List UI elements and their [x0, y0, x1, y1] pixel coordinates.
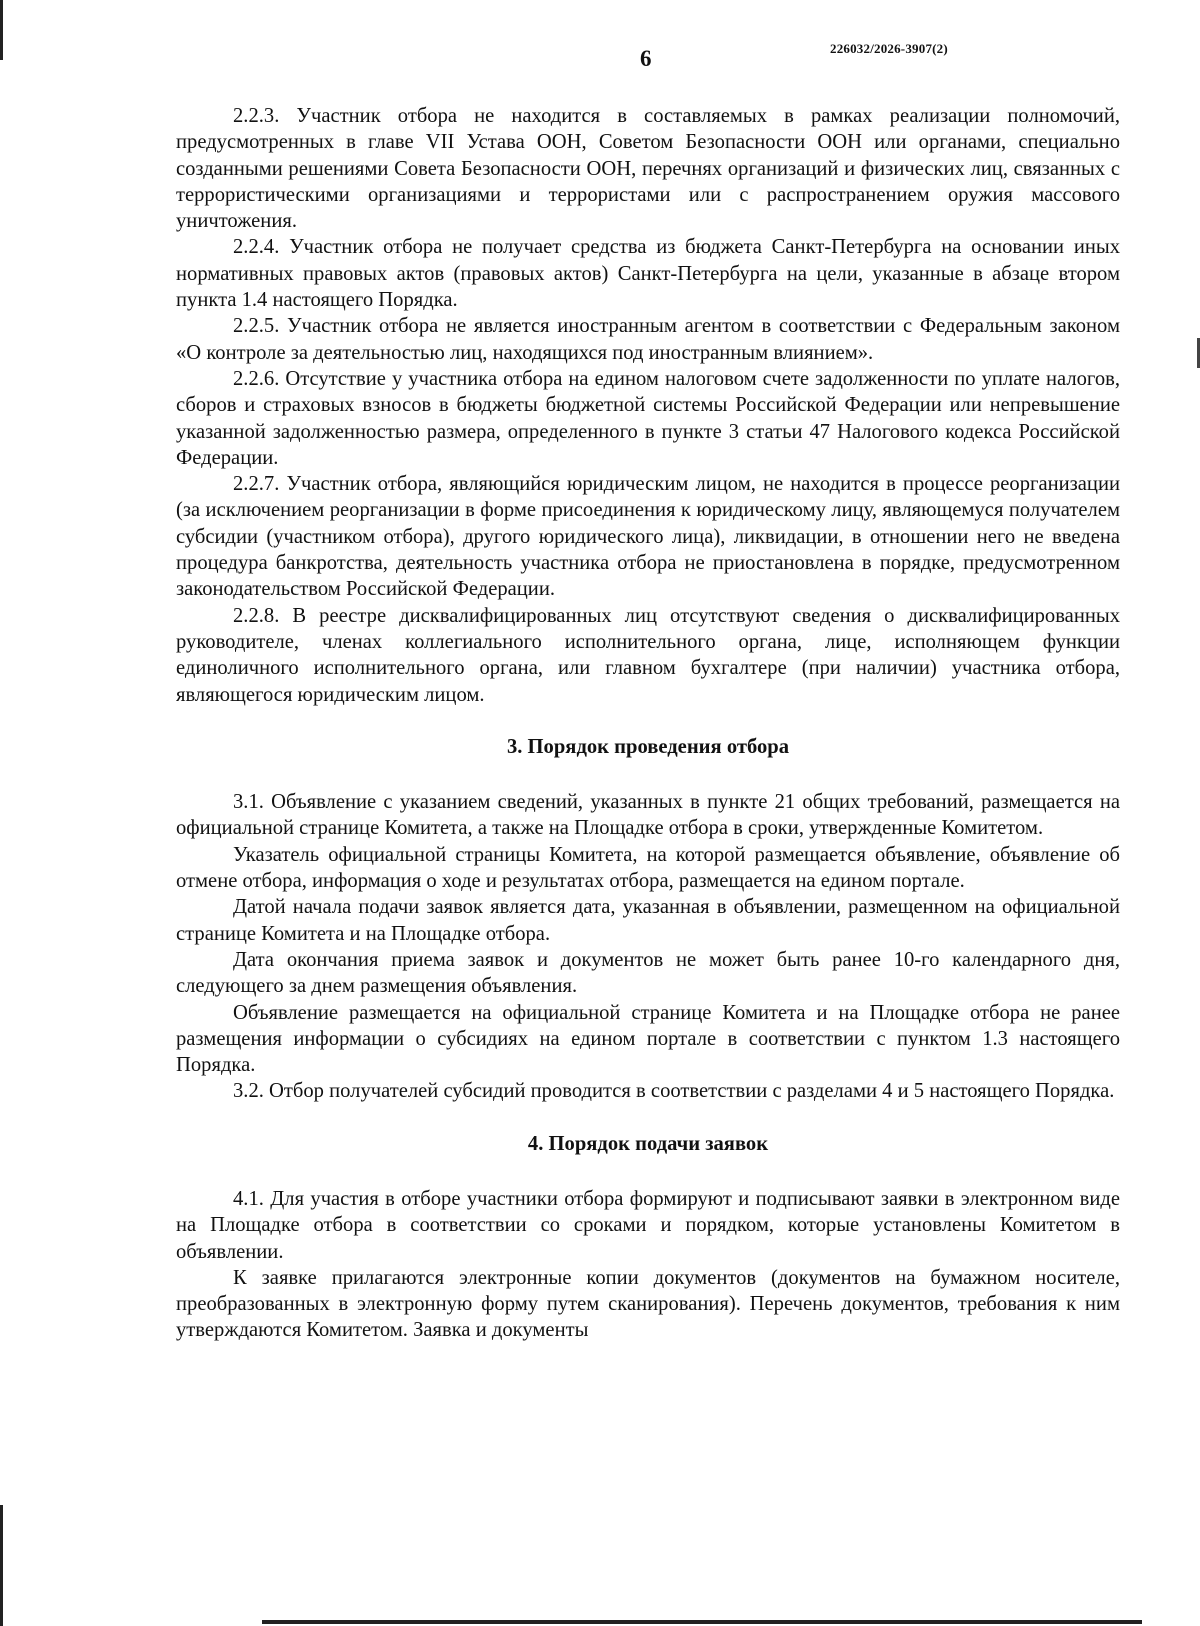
paragraph-2-2-5: 2.2.5. Участник отбора не является иностранным агентом в соответствии с Федеральным законом «О контроле за деятельностью лиц, находящихся под иностранным влиянием». — [176, 315, 1120, 364]
document-body — [176, 103, 1120, 1344]
paragraph-3-1-start-date: Датой начала подачи заявок является дата, указанная в объявлении, размещенном на официальной странице Комитета и на Площадке отбора. — [176, 896, 1120, 945]
paragraph-3-1-publication: Объявление размещается на официальной странице Комитета и на Площадке отбора не ранее размещения информации о субсидиях на едином портале в соответствии с пунктом 1.3 настоящего Порядка. — [176, 1001, 1120, 1077]
paragraph-2-2-7: 2.2.7. Участник отбора, являющийся юридическим лицом, не находится в процессе реорганизации (за исключением реорганизации в форме присоединения к юридическому лицу, являющемуся получателем субсидии (участником отбора), другого юридического лица), ликвидации, в отношении него не введена процедура банкротства, деятельность участника отбора не приостановлена в порядке, предусмотренном законодательством Российской Федерации. — [176, 473, 1120, 601]
paragraph-3-1-end-date: Дата окончания приема заявок и документов не может быть ранее 10-го календарного дня, следующего за днем размещения объявления. — [176, 948, 1120, 998]
section-heading-4: 4. Порядок подачи заявок — [527, 1132, 769, 1155]
paragraph-2-2-8: 2.2.8. В реестре дисквалифицированных лиц отсутствуют сведения о дисквалифицированных руководителе, членах коллегиального исполнительного органа, лице, исполняющем функции единоличного исполнительного органа, или главном бухгалтере (при наличии) участника отбора, являющегося юридическим лицом. — [176, 604, 1120, 706]
paragraph-4-1-attachments: К заявке прилагаются электронные копии документов (документов на бумажном носителе, преобразованных в электронную форму путем сканирования). Перечень документов, требования к ним утверждаются Комитетом. Заявка и документы — [176, 1266, 1120, 1342]
document-code: 226032/2026-3907(2) — [830, 41, 948, 56]
scan-edge-mark — [0, 1505, 3, 1626]
paragraph-2-2-4: 2.2.4. Участник отбора не получает средства из бюджета Санкт-Петербурга на основании иных нормативных правовых актов (правовых актов) Санкт-Петербурга на цели, указанные в абзаце втором пункта 1.4 настоящего Порядка. — [176, 236, 1120, 312]
paragraph-2-2-3: 2.2.3. Участник отбора не находится в составляемых в рамках реализации полномочий, предусмотренных в главе VII Устава ООН, Советом Безопасности ООН или органами, специально созданными решениями Совета Безопасности ООН, перечнях организаций и физических лиц, связанных с террористическими организациями и террористами или с распространением оружия массового уничтожения. — [176, 105, 1120, 233]
paragraph-4-1: 4.1. Для участия в отборе участники отбора формируют и подписывают заявки в электронном виде на Площадке отбора в соответствии со сроками и порядком, которые установлены Комитетом в объявлении. — [176, 1187, 1120, 1263]
paragraph-3-1: 3.1. Объявление с указанием сведений, указанных в пункте 21 общих требований, размещается на официальной странице Комитета, а также на Площадке отбора в сроки, утвержденные Комитетом. — [176, 791, 1120, 840]
scan-edge-mark — [262, 1620, 1142, 1624]
paragraph-3-1-pointer: Указатель официальной страницы Комитета, на которой размещается объявление, объявление об отмене отбора, информация о ходе и результатах отбора, размещается на едином портале. — [176, 843, 1120, 893]
paragraph-3-2: 3.2. Отбор получателей субсидий проводится в соответствии с разделами 4 и 5 настоящего Порядка. — [233, 1080, 1115, 1103]
scan-edge-mark — [0, 0, 3, 60]
paragraph-2-2-6: 2.2.6. Отсутствие у участника отбора на едином налоговом счете задолженности по уплате налогов, сборов и страховых взносов в бюджеты бюджетной системы Российской Федерации или непревышение указанной задолженностью размера, определенного в пункте 3 статьи 47 Налогового кодекса Российской Федерации. — [176, 367, 1120, 469]
page-number: 6 — [640, 46, 652, 71]
section-heading-3: 3. Порядок проведения отбора — [506, 735, 790, 758]
